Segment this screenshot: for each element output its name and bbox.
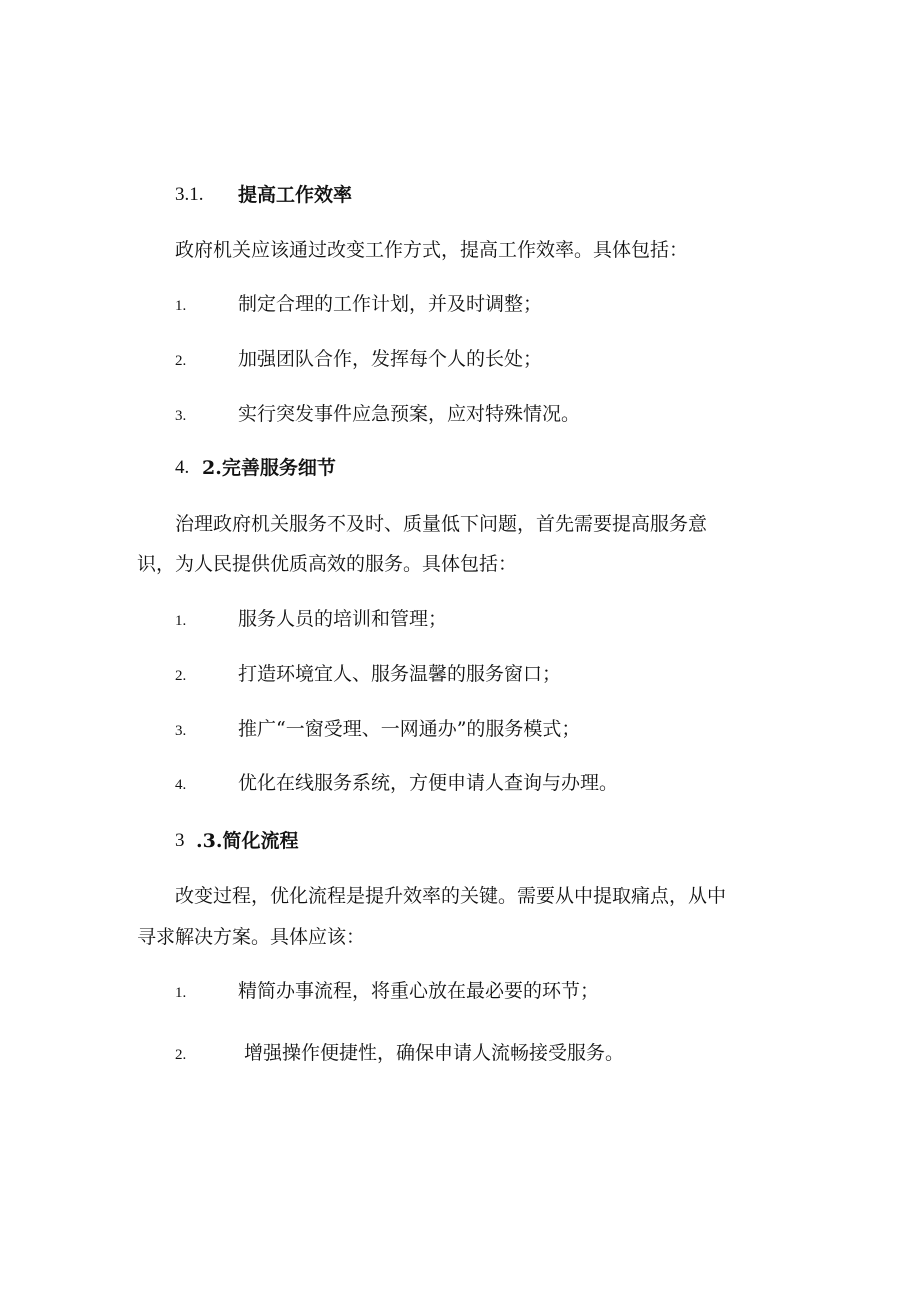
list-item-number: 1.: [175, 985, 187, 1001]
section-1-intro-line-1: 政府机关应该通过改变工作方式，提高工作效率。具体包括：: [175, 239, 689, 261]
list-item-text: 优化在线服务系统，方便申请人查询与办理。: [238, 772, 619, 794]
list-item-number: 1.: [175, 613, 187, 629]
section-2-number: 4.: [175, 457, 190, 478]
section-3-intro-line-1: 改变过程，优化流程是提升效率的关键。需要从中提取痛点，从中: [175, 885, 727, 907]
section-1-title: 提高工作效率: [238, 184, 353, 206]
list-item-number: 3.: [175, 408, 187, 424]
list-item-number: 2.: [175, 668, 187, 684]
section-3-title: .3.简化流程: [196, 830, 299, 852]
list-item-number: 1.: [175, 298, 187, 314]
list-item-text: 实行突发事件应急预案，应对特殊情况。: [238, 403, 581, 425]
list-item-text: 服务人员的培训和管理；: [238, 608, 448, 630]
list-item-text: 打造环境宜人、服务温馨的服务窗口；: [238, 663, 562, 685]
list-item-number: 2.: [175, 1047, 187, 1063]
section-2-intro-line-1: 治理政府机关服务不及时、质量低下问题，首先需要提高服务意: [175, 513, 708, 535]
section-3-number: 3: [175, 830, 185, 851]
list-item-text: 制定合理的工作计划，并及时调整；: [238, 293, 543, 315]
list-item-text: 精简办事流程，将重心放在最必要的环节；: [238, 980, 600, 1002]
section-1-number: 3.1.: [175, 184, 204, 205]
section-2-title: 2.完善服务细节: [202, 457, 336, 479]
list-item-number: 2.: [175, 353, 187, 369]
list-item-text: 增强操作便捷性，确保申请人流畅接受服务。: [244, 1042, 625, 1064]
section-2-intro-line-2: 识，为人民提供优质高效的服务。具体包括：: [137, 553, 518, 575]
list-item-number: 4.: [175, 777, 187, 793]
list-item-number: 3.: [175, 723, 187, 739]
list-item-text: 推广“一窗受理、一网通办”的服务模式；: [238, 718, 581, 740]
list-item-text: 加强团队合作，发挥每个人的长处；: [238, 348, 543, 370]
section-3-intro-line-2: 寻求解决方案。具体应该：: [137, 926, 366, 948]
